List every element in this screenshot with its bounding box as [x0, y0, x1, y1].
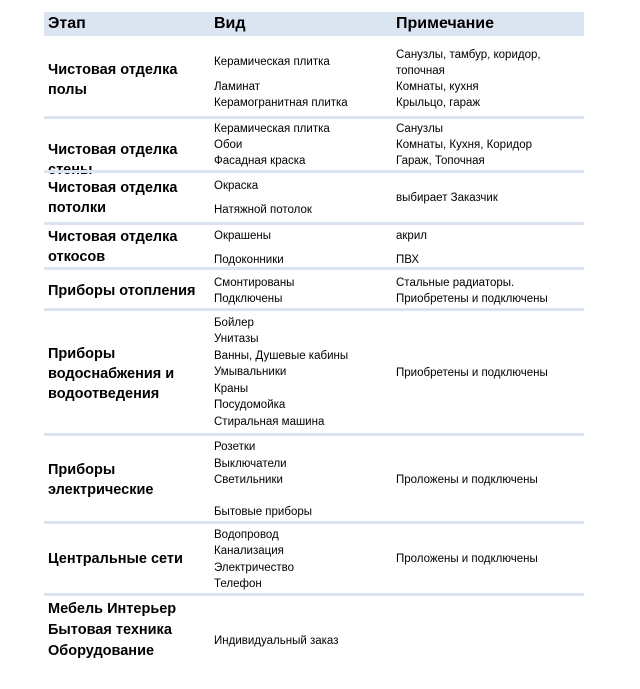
kind-item: Бытовые приборы — [214, 506, 313, 518]
table-header — [44, 12, 584, 36]
header-note: Примечание — [396, 15, 495, 32]
stage-cell: Чистовая отделка полы — [48, 62, 178, 98]
kind-item: Фасадная краска — [214, 155, 306, 167]
row-separator — [44, 170, 584, 173]
note-item: акрил — [396, 230, 427, 242]
kind-item: Обои — [214, 139, 243, 151]
row-separator — [44, 433, 584, 436]
row-separator — [44, 308, 584, 311]
row-separator — [44, 267, 584, 270]
note-item: Крыльцо, гараж — [396, 97, 481, 109]
stage-cell: Чистовая отделка потолки — [48, 180, 178, 216]
kind-item: Смонтированы — [214, 277, 295, 289]
stage-cell: Мебель Интерьер Бытовая техника Оборудование — [48, 601, 177, 659]
note-item: ПВХ — [396, 254, 420, 266]
kind-item: Телефон — [214, 578, 262, 590]
kind-item: Канализация — [214, 545, 284, 557]
note-item: Приобретены и подключены — [396, 293, 548, 305]
note-item: Приобретены и подключены — [396, 367, 548, 379]
header-stage: Этап — [48, 15, 86, 32]
header-kind: Вид — [214, 15, 246, 32]
stage-cell: Приборы водоснабжения и водоотведения — [48, 346, 175, 402]
kind-item: Водопровод — [214, 529, 279, 541]
kind-item: Керамогранитная плитка — [214, 97, 348, 109]
kind-item: Подоконники — [214, 254, 284, 266]
note-item: Санузлы — [396, 123, 444, 135]
note-item: Гараж, Топочная — [396, 155, 485, 167]
kind-item: Электричество — [214, 562, 295, 574]
note-item: выбирает Заказчик — [396, 192, 498, 204]
note-item: Санузлы, тамбур, коридор, топочная — [396, 49, 541, 78]
row-separator — [44, 521, 584, 524]
note-item: Стальные радиаторы. — [396, 277, 515, 289]
stage-cell: Приборы отопления — [48, 283, 196, 299]
kind-item: Краны — [214, 383, 249, 395]
stage-cell: Центральные сети — [48, 551, 183, 567]
kind-item: Выключатели — [214, 458, 287, 470]
kind-item: Ламинат — [214, 81, 261, 93]
note-item: Комнаты, кухня — [396, 81, 479, 93]
stage-cell: Приборы электрические — [48, 462, 154, 498]
row-separator — [44, 116, 584, 119]
kind-item: Окрашены — [214, 230, 272, 242]
stage-cell: Чистовая отделка откосов — [48, 229, 178, 265]
kind-item: Керамическая плитка — [214, 56, 330, 68]
kind-item: Подключены — [214, 293, 283, 305]
kind-item: Бойлер — [214, 317, 254, 329]
kind-item: Стиральная машина — [214, 416, 325, 428]
kind-item: Индивидуальный заказ — [214, 635, 339, 647]
kind-item: Ванны, Душевые кабины — [214, 350, 349, 362]
row-separator — [44, 593, 584, 596]
kind-item: Унитазы — [214, 333, 259, 345]
kind-item: Натяжной потолок — [214, 204, 312, 216]
kind-item: Посудомойка — [214, 399, 286, 411]
note-item: Комнаты, Кухня, Коридор — [396, 139, 533, 151]
row-separator — [44, 222, 584, 225]
kind-item: Керамическая плитка — [214, 123, 330, 135]
kind-item: Окраска — [214, 180, 259, 192]
kind-item: Умывальники — [214, 366, 287, 378]
note-item: Проложены и подключены — [396, 474, 538, 486]
kind-item: Светильники — [214, 474, 283, 486]
note-item: Проложены и подключены — [396, 553, 538, 565]
kind-item: Розетки — [214, 441, 256, 453]
stage-cell: Чистовая отделка — [48, 142, 178, 158]
